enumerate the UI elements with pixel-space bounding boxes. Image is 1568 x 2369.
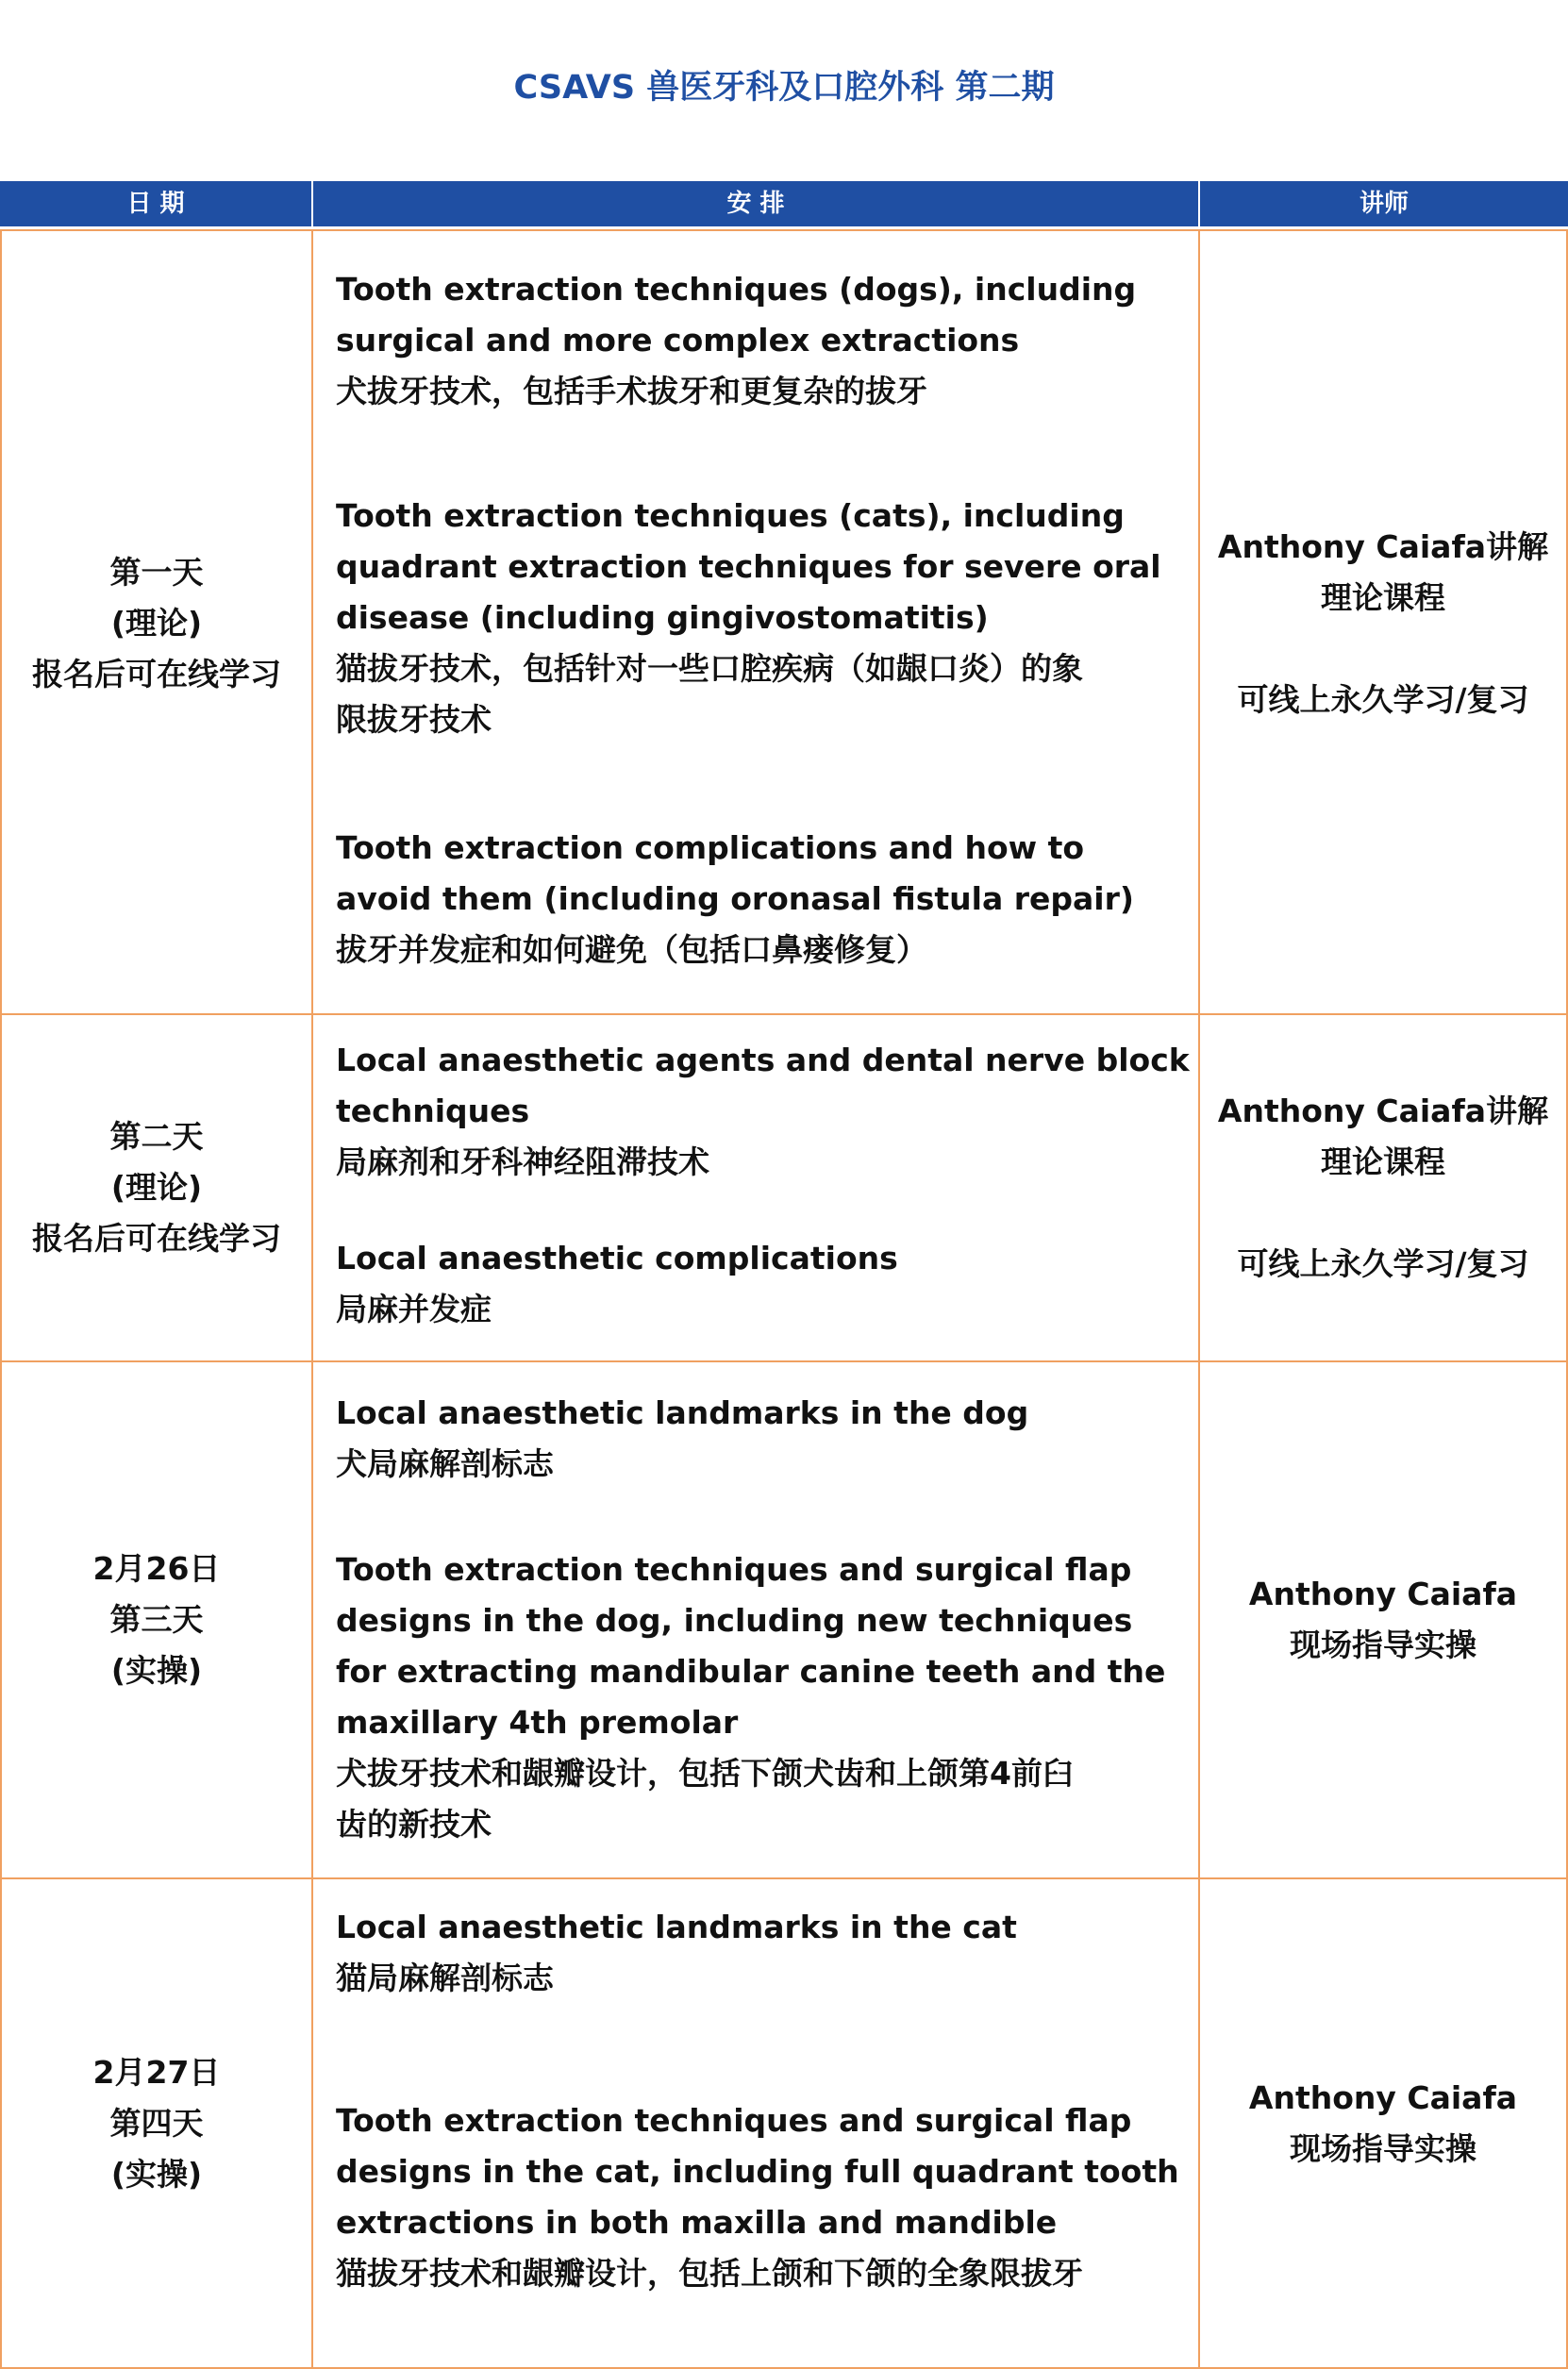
table-header bbox=[0, 181, 1568, 226]
schedule-text: Tooth extraction techniques (cats), including bbox=[336, 497, 1125, 534]
date-text: 第三天 bbox=[109, 1601, 204, 1638]
schedule-item bbox=[336, 491, 1189, 745]
schedule-text: 拔牙并发症和如何避免（包括口鼻瘘修复） bbox=[336, 931, 927, 968]
date-text: 2月26日 bbox=[92, 1550, 221, 1587]
schedule-text: 局麻剂和牙科神经阻滞技术 bbox=[336, 1143, 709, 1180]
date-text: 报名后可在线学习 bbox=[32, 1220, 281, 1257]
schedule-text: for extracting mandibular canine teeth and the bbox=[336, 1653, 1166, 1690]
date-text: 报名后可在线学习 bbox=[32, 655, 281, 692]
schedule-text: Local anaesthetic agents and dental nerve block bbox=[336, 1042, 1190, 1078]
table-row-schedule bbox=[313, 1902, 1198, 2299]
table-row-schedule bbox=[313, 1035, 1198, 1335]
schedule-text: Tooth extraction techniques and surgical flap bbox=[336, 1551, 1132, 1588]
date-text: 第二天 bbox=[109, 1118, 204, 1155]
table-row-date bbox=[2, 1879, 311, 2367]
schedule-item bbox=[336, 1544, 1189, 1850]
schedule-text: maxillary 4th premolar bbox=[336, 1704, 739, 1741]
table-row-schedule bbox=[313, 264, 1198, 976]
instructor-text: 可线上永久学习/复习 bbox=[1237, 680, 1529, 718]
table-row-instructor bbox=[1200, 1879, 1566, 2367]
schedule-item bbox=[336, 1233, 1189, 1335]
date-text: 第四天 bbox=[109, 2104, 204, 2142]
instructor-text: 现场指导实操 bbox=[1290, 2129, 1476, 2167]
instructor-text: Anthony Caiafa讲解 bbox=[1217, 1093, 1549, 1129]
instructor-text: 可线上永久学习/复习 bbox=[1237, 1245, 1529, 1282]
page-title: CSAVS 兽医牙科及口腔外科 第二期 bbox=[513, 69, 1055, 107]
schedule-text: 猫局麻解剖标志 bbox=[336, 1960, 554, 1996]
schedule-text: Local anaesthetic landmarks in the cat bbox=[336, 1909, 1017, 1945]
header-schedule: 安 排 bbox=[726, 190, 785, 218]
schedule-text: quadrant extraction techniques for severe oral bbox=[336, 548, 1161, 585]
schedule-text: Tooth extraction complications and how to bbox=[336, 829, 1085, 866]
instructor-text: Anthony Caiafa bbox=[1248, 1576, 1518, 1612]
schedule-text: Local anaesthetic complications bbox=[336, 1240, 898, 1276]
schedule-text: avoid them (including oronasal fistula repair) bbox=[336, 880, 1134, 917]
schedule-item bbox=[336, 264, 1189, 417]
schedule-text: Local anaesthetic landmarks in the dog bbox=[336, 1394, 1029, 1431]
date-text: (理论) bbox=[110, 604, 203, 642]
table-row-instructor bbox=[1200, 233, 1566, 1013]
table-row-date bbox=[2, 1015, 311, 1360]
instructor-text: Anthony Caiafa讲解 bbox=[1217, 527, 1549, 565]
schedule-text: designs in the dog, including new techniques bbox=[336, 1602, 1133, 1639]
schedule-item bbox=[336, 2095, 1189, 2299]
instructor-text: Anthony Caiafa bbox=[1248, 2078, 1518, 2116]
schedule-text: 限拔牙技术 bbox=[336, 701, 492, 738]
schedule-text: 局麻并发症 bbox=[336, 1291, 492, 1327]
schedule-text: Tooth extraction techniques (dogs), including bbox=[336, 271, 1137, 308]
header-instructor: 讲师 bbox=[1359, 190, 1409, 218]
schedule-text: Tooth extraction techniques and surgical flap bbox=[336, 2102, 1132, 2139]
table-row-date bbox=[2, 1362, 311, 1877]
schedule-text: techniques bbox=[336, 1093, 530, 1129]
date-text: (实操) bbox=[110, 1652, 203, 1689]
schedule-text: 犬局麻解剖标志 bbox=[336, 1445, 554, 1482]
schedule-item bbox=[336, 1035, 1189, 1188]
schedule-text: 犬拔牙技术和龈瓣设计，包括下颌犬齿和上颌第4前臼 bbox=[336, 1755, 1074, 1792]
instructor-text: 理论课程 bbox=[1321, 1143, 1445, 1180]
table-row-instructor bbox=[1200, 1015, 1566, 1360]
date-text: 第一天 bbox=[109, 553, 204, 591]
header-date: 日 期 bbox=[126, 190, 185, 218]
schedule-text: 猫拔牙技术，包括针对一些口腔疾病（如龈口炎）的象 bbox=[336, 650, 1083, 687]
schedule-text: extractions in both maxilla and mandible bbox=[336, 2204, 1058, 2241]
schedule-item bbox=[336, 1388, 1189, 1490]
schedule-text: 犬拔牙技术，包括手术拔牙和更复杂的拔牙 bbox=[336, 373, 927, 409]
table-row-schedule bbox=[313, 1388, 1198, 1850]
schedule-text: 齿的新技术 bbox=[336, 1806, 492, 1843]
schedule-text: surgical and more complex extractions bbox=[336, 322, 1020, 359]
schedule-text: disease (including gingivostomatitis) bbox=[336, 599, 989, 636]
schedule-item bbox=[336, 823, 1189, 976]
schedule-text: designs in the cat, including full quadrant tooth bbox=[336, 2153, 1179, 2190]
schedule-text: 猫拔牙技术和龈瓣设计，包括上颌和下颌的全象限拔牙 bbox=[336, 2255, 1083, 2292]
instructor-text: 理论课程 bbox=[1321, 578, 1445, 616]
instructor-text: 现场指导实操 bbox=[1290, 1627, 1476, 1663]
date-text: (理论) bbox=[110, 1169, 203, 1206]
date-text: 2月27日 bbox=[92, 2053, 221, 2091]
table-row-date bbox=[2, 233, 311, 1013]
table-row-instructor bbox=[1200, 1362, 1566, 1877]
date-text: (实操) bbox=[110, 2155, 203, 2193]
schedule-item bbox=[336, 1902, 1189, 2004]
